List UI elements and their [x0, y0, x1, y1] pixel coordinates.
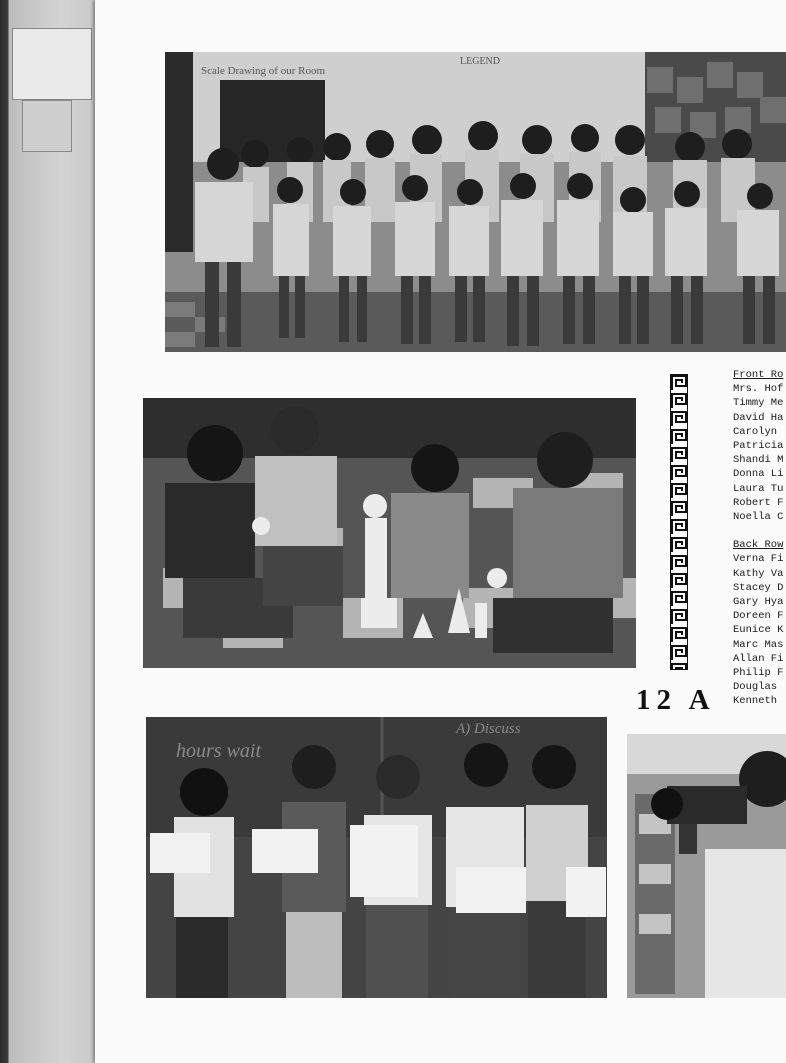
roster-name: Noella C [733, 511, 784, 524]
chalk-left-text: hours wait [176, 740, 262, 762]
roster-name: Kathy Va [733, 567, 784, 580]
student-roster [733, 368, 786, 709]
video-camera-photo [627, 734, 786, 998]
reading-photo-art [146, 717, 607, 998]
roster-name: Stacey D [733, 581, 784, 594]
scanner-slot-middle [22, 100, 72, 152]
class-group-photo [165, 52, 786, 352]
chalk-right-text: A) Discuss [456, 721, 521, 737]
block-play-photo-art [143, 398, 636, 668]
scanner-slot-top [12, 28, 92, 100]
front-row-header: Front Ro [733, 369, 784, 381]
roster-name: Robert F [733, 496, 784, 509]
legend-title: LEGEND [460, 56, 500, 67]
roster-name: Marc Mas [733, 638, 784, 651]
roster-name: Timmy Me [733, 397, 784, 410]
roster-name: Kenneth [733, 695, 778, 708]
roster-name: Carolyn [733, 425, 778, 438]
section-label: 12 A [636, 684, 716, 716]
scanner-edge [0, 0, 95, 1063]
board-title: Scale Drawing of our Room [201, 65, 326, 77]
roster-name: Allan Fi [733, 652, 784, 665]
camera-lens [651, 788, 683, 820]
roster-name: Mrs. Hof [733, 383, 784, 396]
roster-name: Donna Li [733, 468, 784, 481]
roster-name: Laura Tu [733, 482, 784, 495]
reading-photo [146, 717, 607, 998]
video-camera-photo-art [627, 734, 786, 998]
roster-name: Eunice K [733, 624, 784, 637]
block-play-photo [143, 398, 636, 668]
roster-name: Philip F [733, 667, 784, 680]
roster-name: Gary Hya [733, 596, 784, 609]
roster-name: David Ha [733, 411, 784, 424]
roster-name: Douglas [733, 681, 778, 694]
back-row-header: Back Row [733, 539, 784, 552]
roster-name: Verna Fi [733, 553, 784, 566]
roster-name: Doreen F [733, 610, 784, 623]
roster-name: Patricia [733, 440, 784, 453]
greek-key-border [670, 374, 688, 670]
class-group-photo-art [165, 52, 786, 352]
roster-name: Shandi M [733, 454, 784, 467]
roster-spacer [733, 524, 786, 538]
